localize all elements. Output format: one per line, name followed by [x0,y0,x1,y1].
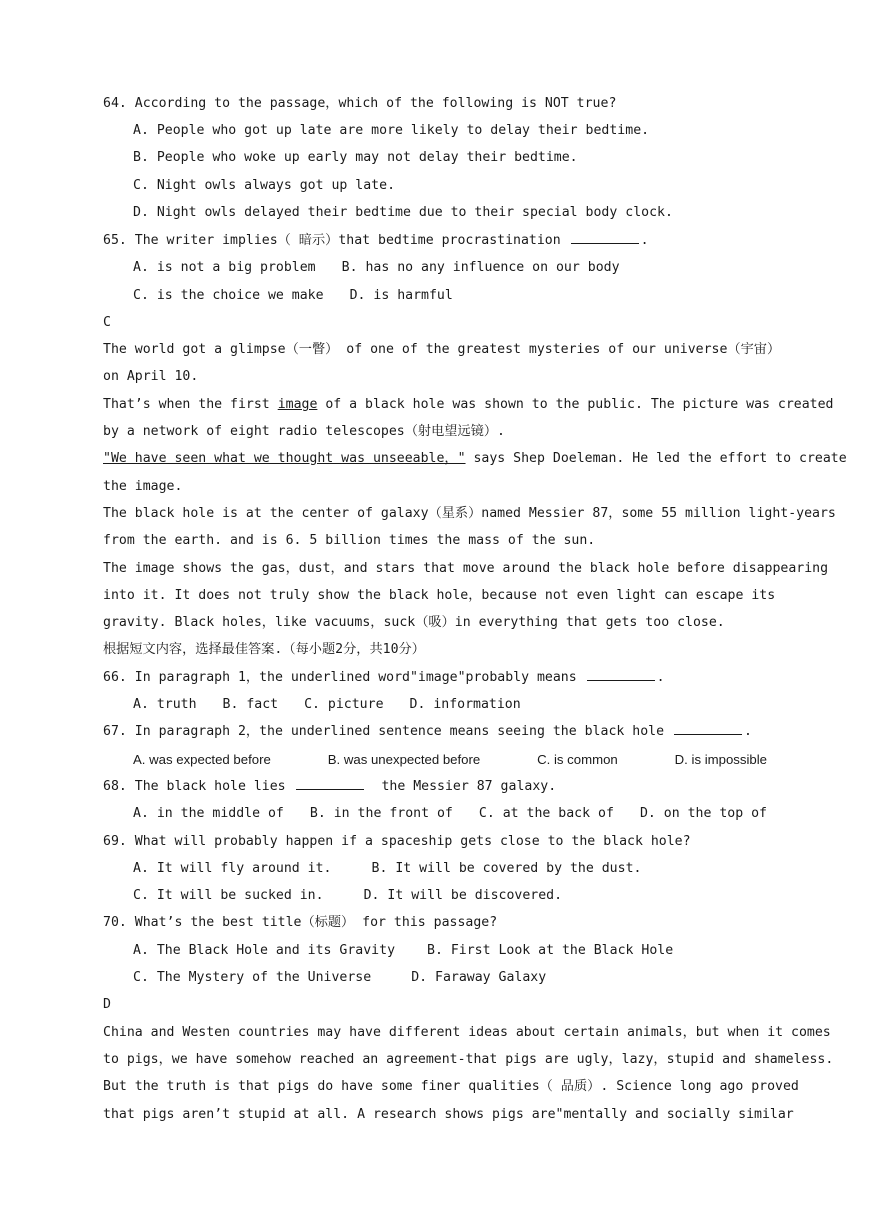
section-d-line-1: China and Westen countries may have different ideas about certain animals，but when it comes [103,1025,831,1040]
question-66-option-d: D. information [409,697,521,712]
section-d-line-4: that pigs aren’t stupid at all. A research shows pigs are"mentally and socially similar [103,1107,794,1122]
question-65-options-row-2 [133,286,767,306]
question-69-options-row-2 [133,886,767,906]
section-c-para-5-line-3: gravity. Black holes，like vacuums，suck（吸）in everything that gets too close. [103,615,725,630]
question-70-options-row-2 [133,968,767,988]
question-67-options [133,750,767,770]
question-67-option-d: D. is impossible [674,752,767,767]
question-68-option-a: A. in the middle of [133,806,284,821]
section-c-para-4-line-1: The black hole is at the center of galaxy（星系）named Messier 87，some 55 million light-years [103,506,836,521]
question-64-option-a: A. People who got up late are more likely to delay their bedtime. [133,123,650,138]
question-64-stem: 64. According to the passage，which of the following is NOT true? [103,96,617,111]
question-70-stem: 70. What’s the best title（标题） for this passage? [103,915,498,930]
section-d-label: D [103,997,111,1012]
section-c-label: C [103,315,111,330]
question-69-option-c: C. It will be sucked in. [133,888,324,903]
question-64-option-d: D. Night owls delayed their bedtime due to their special body clock. [133,205,673,220]
section-c-para-5-line-1: The image shows the gas，dust，and stars that move around the black hole before disappearing [103,561,829,576]
question-70-option-a: A. The Black Hole and its Gravity [133,943,396,958]
question-68-option-b: B. in the front of [309,806,453,821]
question-69-option-b: B. It will be covered by the dust. [371,861,642,876]
question-65-option-b: B. has no any influence on our body [341,260,620,275]
section-c-para-4-line-2: from the earth. and is 6. 5 billion times the mass of the sun. [103,533,596,548]
question-67-option-c: C. is common [537,752,618,767]
question-65-option-d: D. is harmful [349,288,453,303]
question-66-option-b: B. fact [222,697,279,712]
question-68-stem: 68. The black hole lies the Messier 87 galaxy. [103,779,557,794]
question-69-options-row-1 [133,859,767,879]
question-68-option-d: D. on the top of [639,806,767,821]
question-70-option-d: D. Faraway Galaxy [411,970,547,985]
section-c-para-3-line-1: "We have seen what we thought was unseeable，" says Shep Doeleman. He led the effort to create [103,451,847,466]
question-66-stem: 66. In paragraph 1，the underlined word"image"probably means . [103,670,665,685]
section-c-para-3-line-2: the image. [103,479,183,494]
question-70-option-b: B. First Look at the Black Hole [427,943,674,958]
answer-blank [587,668,655,681]
question-65-stem: 65. The writer implies（ 暗示）that bedtime procrastination . [103,233,649,248]
section-d-line-3: But the truth is that pigs do have some finer qualities（ 品质）. Science long ago proved [103,1079,799,1094]
question-69-option-a: A. It will fly around it. [133,861,332,876]
answer-blank [571,231,639,244]
question-64-option-b: B. People who woke up early may not delay their bedtime. [133,150,578,165]
answer-blank [674,722,742,735]
question-65-options-row-1 [133,258,767,278]
question-70-options-row-1 [133,941,767,961]
question-68-option-c: C. at the back of [478,806,614,821]
section-c-para-2-line-1: That’s when the first image of a black hole was shown to the public. The picture was created [103,397,834,412]
question-64-option-c: C. Night owls always got up late. [133,178,396,193]
question-69-option-d: D. It will be discovered. [363,888,563,903]
question-65-option-c: C. is the choice we make [133,288,324,303]
question-69-stem: 69. What will probably happen if a spaceship gets close to the black hole? [103,834,691,849]
question-68-options [133,804,767,824]
question-67-option-b: B. was unexpected before [327,752,481,767]
section-c-instructions: 根据短文内容，选择最佳答案.（每小题2分，共10分） [103,642,425,657]
section-c-para-2-line-2: by a network of eight radio telescopes（射电望远镜）. [103,424,505,439]
question-66-options [133,695,767,715]
question-65-option-a: A. is not a big problem [133,260,316,275]
question-67-stem: 67. In paragraph 2，the underlined sentence means seeing the black hole . [103,724,752,739]
section-c-para-1-line-2: on April 10. [103,369,199,384]
section-c-para-1-line-1: The world got a glimpse（一瞥） of one of the greatest mysteries of our universe（宇宙） [103,342,781,357]
underlined-sentence: "We have seen what we thought was unseeable，" [103,451,466,466]
underlined-word-image: image [277,397,318,412]
question-66-option-c: C. picture [304,697,384,712]
answer-blank [296,777,364,790]
question-66-option-a: A. truth [133,697,197,712]
question-67-option-a: A. was expected before [133,752,271,767]
section-c-para-5-line-2: into it. It does not truly show the black hole，because not even light can escape its [103,588,776,603]
question-70-option-c: C. The Mystery of the Universe [133,970,372,985]
section-d-line-2: to pigs，we have somehow reached an agreement-that pigs are ugly，lazy，stupid and shameless. [103,1052,834,1067]
